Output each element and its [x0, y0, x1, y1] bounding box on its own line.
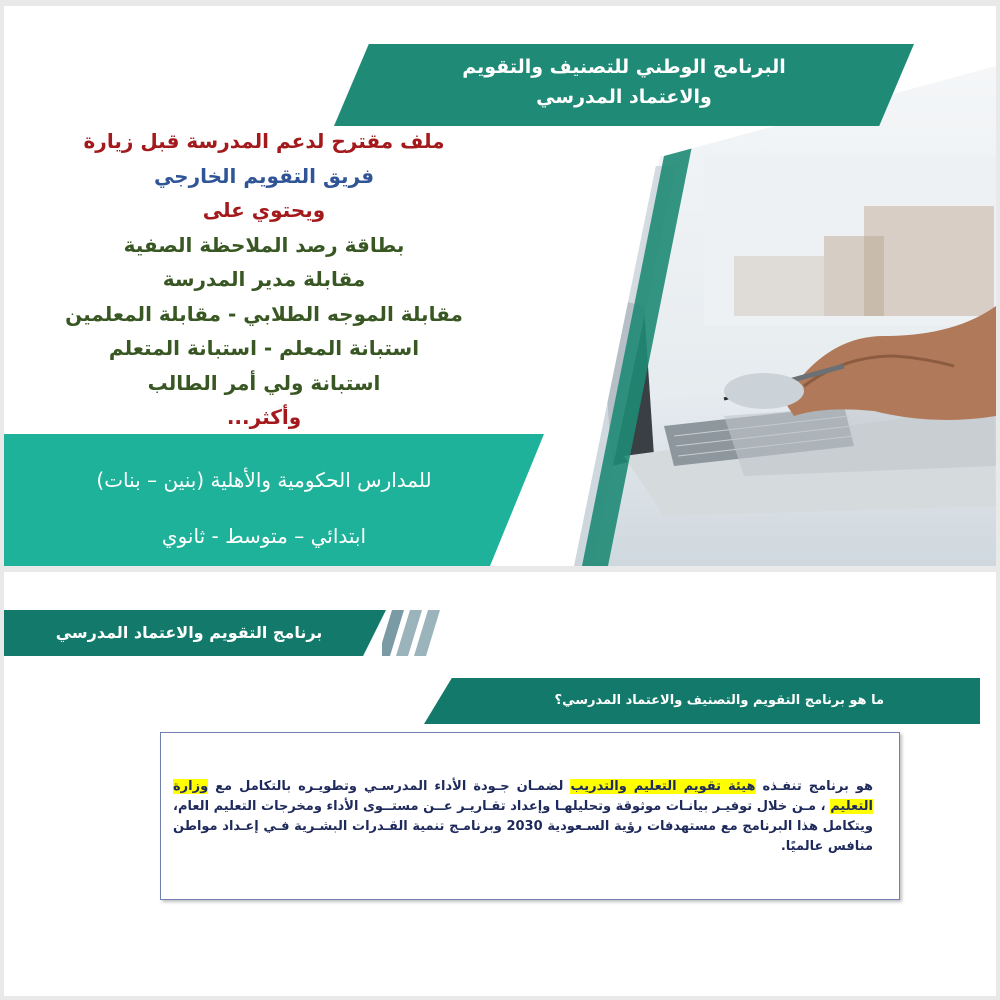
- definition-paragraph: [173, 777, 873, 857]
- schools-types: للمدارس الحكومية والأهلية (بنين – بنات): [96, 468, 432, 492]
- content-line-more: وأكثر...: [226, 405, 302, 429]
- content-line-teacher-survey: استبانة المعلم - استبانة المتعلم: [108, 336, 420, 360]
- decorative-stripes: [382, 610, 442, 656]
- highlight-ministry: وزارة التعليم: [173, 779, 873, 814]
- section-title: برنامج التقويم والاعتماد المدرسي: [55, 623, 323, 642]
- highlight-commission: هيئة تقويم التعليم والتدريب: [570, 779, 756, 794]
- definition-text-3: ، مـن خلال توفيـر بيانـات موثوقة وتحليلهـا وإعداد تقـاريـر عــن مستــوى الأداء ومخرجات التعليم العام، ويتكامل هذا البرنامج مع مستهدفات رؤية السـعودية 2030 وبرنامـج تنمية القـدرات البشـرية فـي إعـداد مواطن منافس عالميًا.: [173, 799, 873, 854]
- content-line-intro: ملف مقترح لدعم المدرسة قبل زيارة: [83, 129, 445, 153]
- content-line-principal-interview: مقابلة مدير المدرسة: [162, 267, 366, 291]
- definition-text-1: هو برنامج تنفـذه: [755, 779, 874, 794]
- definition-text-2: لضمـان جـودة الأداء المدرسـي وتطويـره بالتكامل مع: [208, 779, 571, 794]
- schools-stages: ابتدائي – متوسط - ثانوي: [161, 524, 367, 548]
- contents-list: [44, 124, 484, 435]
- content-line-parent-survey: استبانة ولي أمر الطالب: [147, 370, 381, 395]
- title-line-2: والاعتماد المدرسي: [536, 86, 712, 108]
- schools-info: [14, 452, 514, 564]
- content-line-observation-card: بطاقة رصد الملاحظة الصفية: [123, 232, 405, 257]
- title-line-1: البرنامج الوطني للتصنيف والتقويم: [462, 56, 786, 78]
- content-line-contains: ويحتوي على: [202, 198, 326, 222]
- slide-program-info: [4, 572, 996, 996]
- question-title: ما هو برنامج التقويم والتصنيف والاعتماد المدرسي؟: [554, 693, 884, 708]
- content-line-team: فريق التقويم الخارجي: [153, 163, 375, 188]
- content-line-counselor-interview: مقابلة الموجه الطلابي - مقابلة المعلمين: [65, 301, 463, 326]
- definition-box: [160, 732, 900, 900]
- program-title: [364, 52, 884, 112]
- slide-cover: [4, 6, 996, 566]
